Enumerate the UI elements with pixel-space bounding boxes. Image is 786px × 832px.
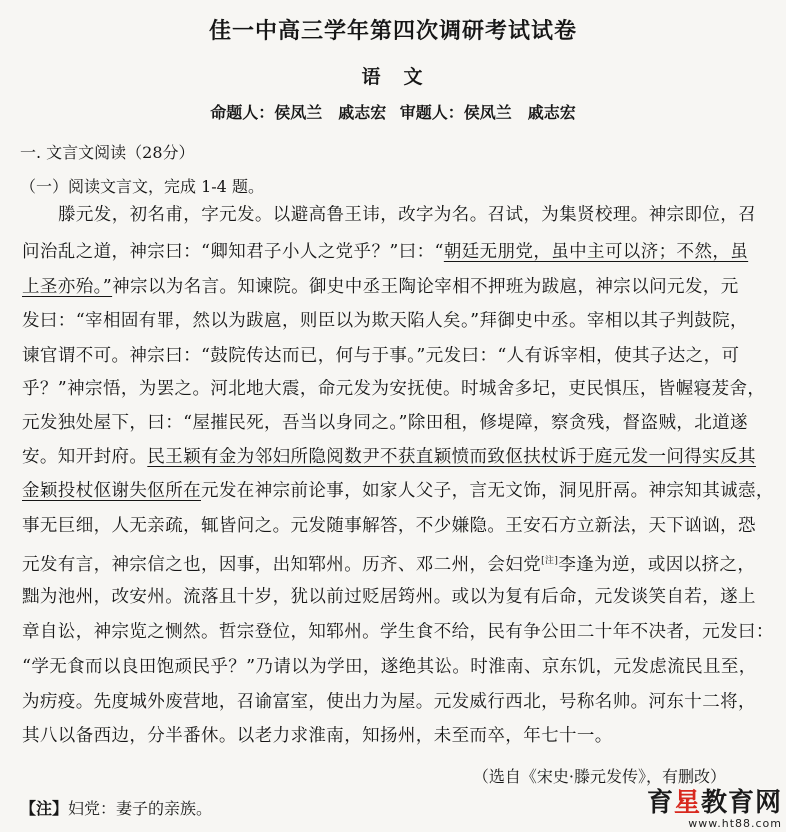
- passage-text: 元发在神宗前论事，如家人父子，言无文饰，洞见肝鬲。神宗知其诚悫，: [201, 481, 774, 501]
- underlined-sentence: 朝廷无朋党，虽中主可以济；不然，虽: [443, 242, 749, 262]
- site-watermark: [647, 782, 782, 830]
- underlined-passage: 金颖投杖伛谢失伛所在: [22, 481, 201, 501]
- passage-text: 李逢为逆，或因以挤之，: [558, 554, 756, 575]
- passage-line-13: 章自讼，神宗览之恻然。哲宗登位，知郓州。学生食不给，民有争公田二十年不决者，元发曰：: [22, 622, 774, 642]
- subsection-heading: （一）阅读文言文，完成 1-4 题。: [20, 177, 264, 196]
- passage-text: 神宗以为名言。知谏院。御史中丞王陶论宰相不押班为跋扈，神宗以问元发，元: [112, 277, 739, 297]
- passage-line-10: 事无巨细，人无亲疏，辄皆问之。元发随事解答，不少嫌隐。王安石方立新法，天下讻讻，恐: [22, 516, 756, 536]
- reviewer: 审题人：侯凤兰 戚志宏: [399, 103, 576, 122]
- passage-line-7: 元发独处屋下，曰：“屋摧民死，吾当以身同之。”除田租，修堤障，察贪残，督盗贼，北道遂: [22, 413, 748, 433]
- passage-line-5: 谏官谓不可。神宗曰：“鼓院传达而已，何与于事。”元发曰：“人有诉宰相，使其子达之，可: [22, 346, 740, 366]
- watermark-url: www.ht88.com: [688, 817, 782, 830]
- setter: 命题人：侯凤兰 戚志宏: [210, 103, 387, 122]
- passage-line-11: [22, 549, 768, 577]
- passage-line-9: [22, 479, 774, 503]
- passage-line-8: [22, 445, 768, 469]
- passage-line-2: [22, 240, 768, 264]
- authors-line: [0, 100, 786, 123]
- footnote: [20, 796, 212, 819]
- passage-line-16: 其八以备西边，分半番休。以老力求淮南，知扬州，未至而卒，年七十一。: [22, 726, 613, 746]
- footnote-label: 【注】: [20, 799, 69, 818]
- watermark-logo: 育星教育网: [646, 788, 782, 818]
- exam-title: 佳一中高三学年第四次调研考试试卷: [208, 19, 577, 44]
- passage-text: 元发有言，神宗信之也，因事，出知郓州。历齐、邓二州，会妇党: [22, 554, 542, 575]
- passage-source: （选自《宋史·滕元发传》，有删改）: [472, 767, 726, 786]
- section-heading: 一. 文言文阅读（28分）: [20, 143, 195, 162]
- passage-line-15: 为疠疫。先度城外废营地，召谕富室，使出力为屋。元发威行西北，号称名帅。河东十二将，: [22, 692, 756, 712]
- subject-heading: 语 文: [361, 66, 425, 88]
- passage-line-4: 发曰：“宰相固有罪，然以为跋扈，则臣以为欺天陷人矣。”拜御史中丞。宰相以其子判鼓院，: [22, 311, 748, 331]
- watermark-star-char: 星: [673, 788, 701, 818]
- passage-line-12: 黜为池州，改安州。流落且十岁，犹以前过贬居筠州。或以为复有后命，元发谈笑自若，遂上: [22, 587, 756, 607]
- footnote-marker: [注]: [541, 556, 559, 566]
- footnote-text: 妇党：妻子的亲族。: [68, 799, 213, 818]
- underlined-passage: 民王颖有金为邻妇所隐阅数尹不获直颖愤而致伛扶杖诉于庭元发一问得实反其: [147, 447, 756, 467]
- passage-line-14: “学无食而以良田饱顽民乎？”乃请以为学田，遂绝其讼。时淮南、京东饥，元发虑流民且至，: [22, 657, 757, 677]
- underlined-sentence: 上圣亦殆。”: [22, 277, 113, 297]
- passage-line-6: 乎？”神宗悟，为罢之。河北地大震，命元发为安抚使。时城舍多圮，吏民惧压，皆幄寝茇舍，: [22, 379, 766, 399]
- passage-text: 安。知开封府。: [22, 447, 148, 467]
- passage-text: 问治乱之道，神宗曰：“卿知君子小人之党乎？”曰：“: [22, 242, 444, 262]
- passage-line-1: 滕元发，初名甫，字元发。以避高鲁王讳，改字为名。召试，为集贤校理。神宗即位，召: [58, 205, 757, 225]
- passage-line-3: [22, 275, 768, 299]
